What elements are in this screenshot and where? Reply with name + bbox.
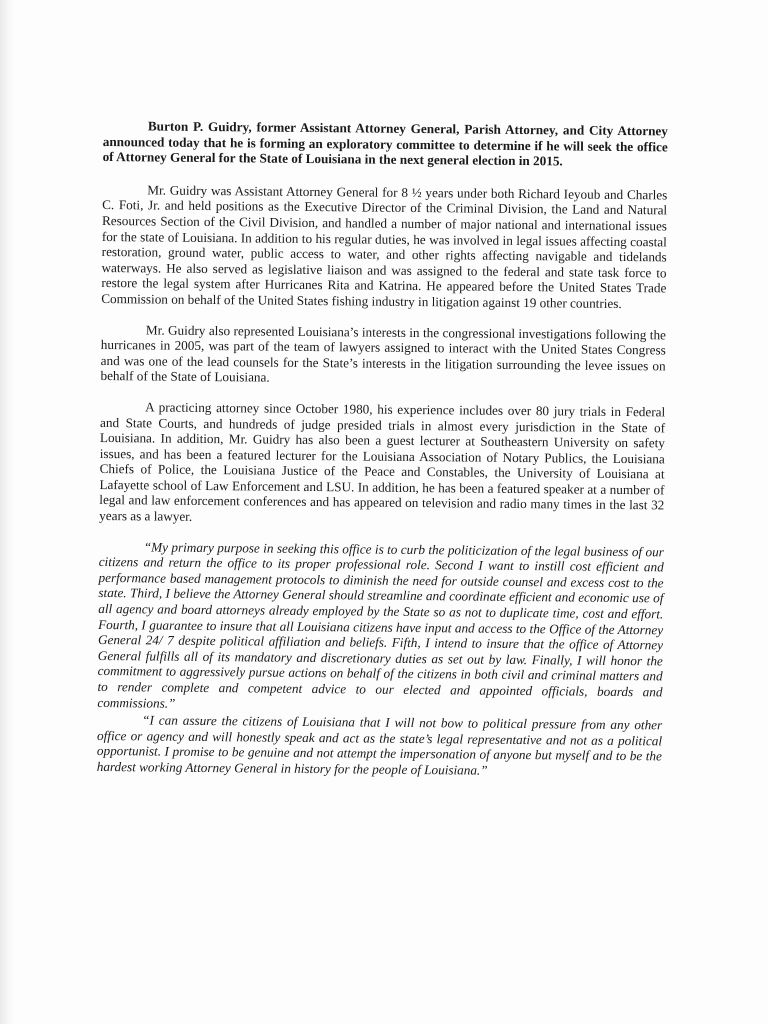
quote-paragraph: “My primary purpose in seeking this office is to curb the politicization of the legal business of our citizens and return the office to its proper professional role. Second I want to instill cost efficient and performance based management protocols to diminish the need for outside counsel and excess cost to the state. Third, I believe the Attorney General should streamline and coordinate efficient and economic use of all agency and board attorneys already employed by the State so as not to duplicate time, cost and effort. Fourth, I guarantee to insure that all Louisiana citizens have input and access to the Office of the Attorney General 24/ 7 despite political affiliation and beliefs. Fifth, I intend to insure that the office of Attorney General fulfills all of its mandatory and discretionary duties as set out by law. Finally, I will honor the commitment to aggressively pursue actions on behalf of the citizens in both civil and criminal matters and to render complete and competent advice to our elected and appointed officials, boards and commissions.” — [97, 539, 664, 711]
quote-paragraph: “I can assure the citizens of Louisiana that I will not bow to political pressure from any other office or agency and will honestly speak and act as the state’s legal representative and not as a political opportunist. I promise to be genuine and not attempt the impersonation of anyone but myself and to be the hardest working Attorney General in history for the people of Louisiana.” — [96, 712, 663, 778]
body-paragraph: Mr. Guidry was Assistant Attorney General for 8 ½ years under both Richard Ieyoub and Charles C. Foti, Jr. and held positions as the Executive Director of the Criminal Division, the Land and Natural Resources Section of the Civil Division, and handled a number of major national and international issues for the state of Louisiana. In addition to his regular duties, he was involved in legal issues affecting coastal restoration, ground water, public access to water, and other rights affecting navigable and tidelands waterways. He also served as legislative liaison and was assigned to the federal and state task force to restore the legal system after Hurricanes Rita and Katrina. He appeared before the United States Trade Commission on behalf of the United States fishing industry in litigation against 19 other countries. — [101, 182, 668, 311]
body-paragraph: Mr. Guidry also represented Louisiana’s interests in the congressional investigations following the hurricanes in 2005, was part of the team of lawyers assigned to interact with the United States Congress and was one of the lead counsels for the State’s interests in the litigation surrounding the levee issues on behalf of the State of Louisiana. — [100, 321, 667, 385]
scan-edge-shadow — [0, 0, 14, 1024]
press-release-body — [97, 118, 668, 782]
headline-paragraph: Burton P. Guidry, former Assistant Attorney General, Parish Attorney, and City Attorney announced today that he is forming an exploratory committee to determine if he will seek the office of Attorney General for the State of Louisiana in the next general election in 2015. — [102, 118, 668, 169]
body-paragraph: A practicing attorney since October 1980, his experience includes over 80 jury trials in Federal and State Courts, and hundreds of judge presided trials in almost every jurisdiction in the State of Louisiana. In addition, Mr. Guidry has also been a guest lecturer at Southeastern University on safety issues, and has been a featured lecturer for the Louisiana Association of Notary Publics, the Louisiana Chiefs of Police, the Louisiana Justice of the Peace and Constables, the University of Louisiana at Lafayette school of Law Enforcement and LSU. In addition, he has been a featured speaker at a number of legal and law enforcement conferences and has appeared on television and radio many times in the last 32 years as a lawyer. — [99, 399, 666, 524]
